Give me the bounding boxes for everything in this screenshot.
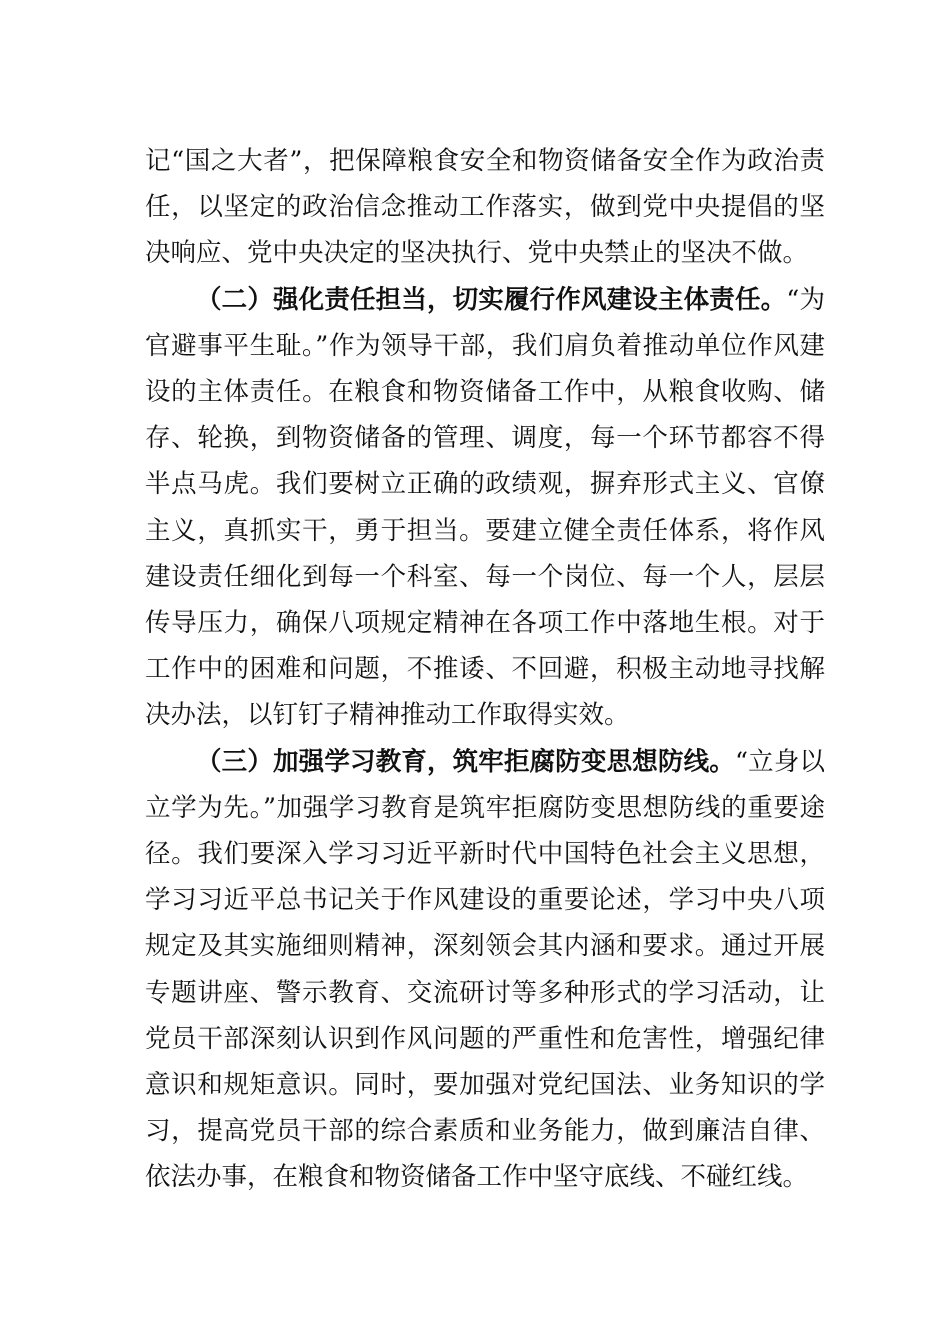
document-body <box>145 138 825 1201</box>
section-heading: （二）强化责任担当，切实履行作风建设主体责任。 <box>196 284 787 315</box>
paragraph-body: “立身以立学为先。”加强学习教育是筑牢拒腐防变思想防线的重要途径。我们要深入学习习近平新时代中国特色社会主义思想，学习习近平总书记关于作风建设的重要论述，学习中央八项规定及其实施细则精神，深刻领会其内涵和要求。通过开展专题讲座、警示教育、交流研讨等多种形式的学习活动，让党员干部深刻认识到作风问题的严重性和危害性，增强纪律意识和规矩意识。同时，要加强对党纪国法、业务知识的学习，提高党员干部的综合素质和业务能力，做到廉洁自律、依法办事，在粮食和物资储备工作中坚守底线、不碰红线。 <box>145 746 825 1193</box>
paragraph-body: “为官避事平生耻。”作为领导干部，我们肩负着推动单位作风建设的主体责任。在粮食和物资储备工作中，从粮食收购、储存、轮换，到物资储备的管理、调度，每一个环节都容不得半点马虎。我们要树立正确的政绩观，摒弃形式主义、官僚主义，真抓实干，勇于担当。要建立健全责任体系，将作风建设责任细化到每一个科室、每一个岗位、每一个人，层层传导压力，确保八项规定精神在各项工作中落地生根。对于工作中的困难和问题，不推诿、不回避，积极主动地寻找解决办法，以钉钉子精神推动工作取得实效。 <box>145 284 825 731</box>
paragraph-section-2 <box>145 277 825 739</box>
paragraph-section-3 <box>145 739 825 1201</box>
paragraph-body: 记“国之大者”，把保障粮食安全和物资储备安全作为政治责任，以坚定的政治信念推动工作落实，做到党中央提倡的坚决响应、党中央决定的坚决执行、党中央禁止的坚决不做。 <box>145 146 825 269</box>
section-heading: （三）加强学习教育，筑牢拒腐防变思想防线。 <box>196 746 735 777</box>
paragraph-continuation <box>145 138 825 277</box>
